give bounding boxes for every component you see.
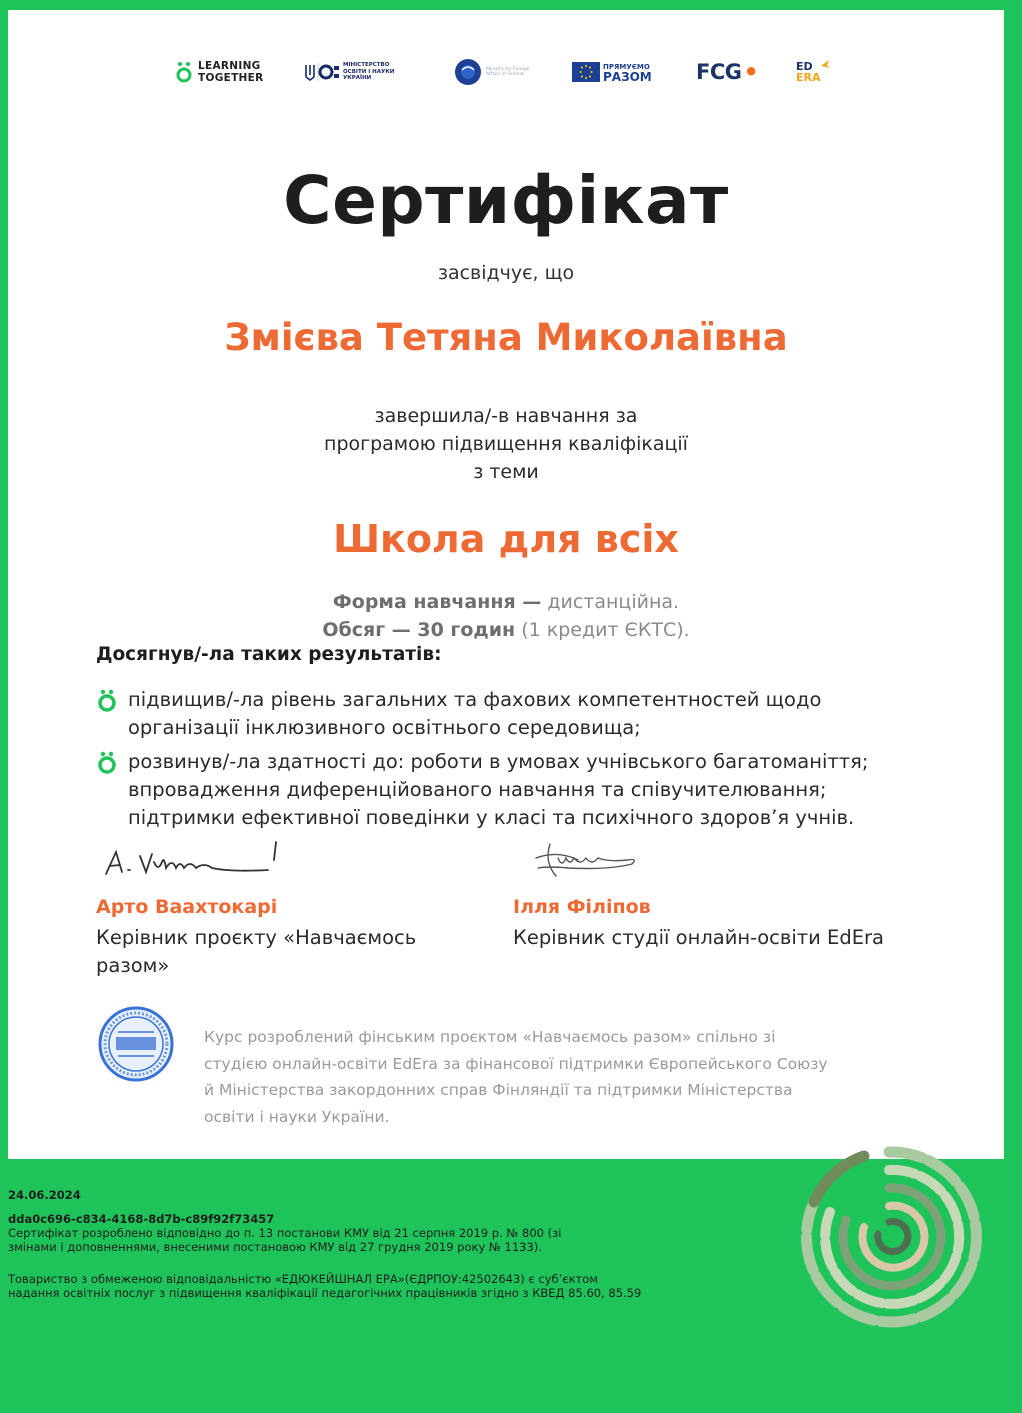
disclaimer-text [204,1024,924,1130]
learning-together-text: LEARNING TOGETHER [198,60,264,84]
result-line: розвинув/-ла здатності до: роботи в умовах учнівського багатоманіття; [128,750,869,773]
certificate-footer [8,1188,768,1300]
completion-line: з теми [473,461,539,483]
eu-text-top: ПРЯМУЄМО [603,63,650,71]
fcg-logo [696,52,758,92]
ministry-text: МІНІСТЕРСТВО ОСВІТИ І НАУКИ УКРАЇНИ [343,62,395,82]
completion-statement [8,402,1004,486]
ukraine-trident-icon [303,61,339,83]
result-item [96,686,976,742]
study-form-line [8,588,1004,616]
disclaimer-line: студією онлайн-освіти EdEra за фінансової підтримки Європейського Союзу [204,1054,828,1073]
learning-together-logo-icon [176,60,192,84]
signer-name: Арто Ваахтокарі [96,896,278,918]
course-title: Школа для всіх [333,517,679,561]
course-meta [8,588,1004,644]
study-form-value: дистанційна. [541,591,680,613]
edera-text-top: ED [796,60,813,73]
signer-role-line: Керівник студії онлайн-освіти EdEra [513,926,884,949]
results-heading: Досягнув/-ла таких результатів: [96,644,442,665]
signer-role [513,924,993,952]
bullet-ring-icon [96,748,128,832]
disclaimer-line: й Міністерства закордонних справ Фінляндії та підтримки Міністерства [204,1081,793,1099]
bullet-ring-icon [96,686,128,742]
edera-logo [796,52,833,92]
study-form-label: Форма навчання — [332,591,542,613]
certifies-text: засвідчує, що [437,262,575,284]
result-line: впровадження диференційованого навчання та співучителювання; [128,778,827,801]
signature-image [528,838,648,880]
edera-arrow-icon [819,58,833,74]
company-note-line: Товариство з обмеженою відповідальністю «ЕДЮКЕЙШНАЛ ЕРА»(ЄДРПОУ:42502643) є суб’єктом [8,1272,598,1286]
mfa-text: Ministry for Foreign Affairs of Finland [486,66,530,77]
eu-flag-icon [572,62,600,82]
volume-line [8,616,1004,644]
volume-value: (1 кредит ЄКТС). [515,619,690,641]
legal-note-line: змінами і доповненнями, внесеними постановою КМУ від 27 грудня 2019 року № 1133). [8,1240,542,1254]
ministry-education-logo [303,52,395,92]
fcg-dot-icon: • [743,58,759,86]
result-text [128,686,821,742]
mfa-finland-logo [454,52,532,92]
result-text [128,748,868,832]
eu-text-bottom: РАЗОМ [603,70,652,84]
volume-label: Обсяг — 30 годин [322,619,516,641]
official-stamp [98,1006,174,1082]
company-note-line: надання освітніх послуг з підвищення кваліфікації педагогічних працівників згідно з КВЕД 85.60, 85.59 [8,1286,642,1300]
issue-date: 24.06.2024 [8,1188,81,1202]
signer-role [96,924,486,980]
completion-line: завершила/-в навчання за [374,405,638,427]
learning-together-logo [176,52,264,92]
signature-image [100,838,300,886]
signer-block [513,896,993,952]
result-line: підвищив/-ла рівень загальних та фахових компетентностей щодо [128,688,822,711]
spiral-photo-collage [794,1142,984,1332]
result-item [96,748,976,832]
certificate-sheet [8,10,1004,1159]
legal-note-line: Сертифікат розроблено відповідно до п. 13 постанови КМУ від 21 серпня 2019 р. № 800 (зі [8,1226,562,1240]
signer-role-line: Керівник проєкту «Навчаємось [96,926,417,949]
edera-text-bottom: ERA [796,71,821,84]
disclaimer-line: Курс розроблений фінським проєктом «Навчаємось разом» спільно зі [204,1028,776,1046]
mfa-finland-logo-icon [454,58,482,86]
signer-block [96,896,486,980]
completion-line: програмою підвищення кваліфікації [324,433,688,455]
certificate-title: Сертифікат [283,162,729,239]
signer-role-line: разом» [96,954,170,977]
result-line: підтримки ефективної поведінки у класі та психічного здоров’я учнів. [128,806,855,829]
signer-name: Ілля Філіпов [513,896,651,918]
partner-logos-row [8,52,1004,92]
result-line: організації інклюзивного освітнього середовища; [128,716,641,739]
recipient-name: Змієва Тетяна Миколаївна [224,316,788,359]
certificate-id: dda0c696-c834-4168-8d7b-c89f92f73457 [8,1212,275,1226]
disclaimer-line: освіти і науки України. [204,1107,390,1126]
fcg-text: FCG [696,60,742,84]
